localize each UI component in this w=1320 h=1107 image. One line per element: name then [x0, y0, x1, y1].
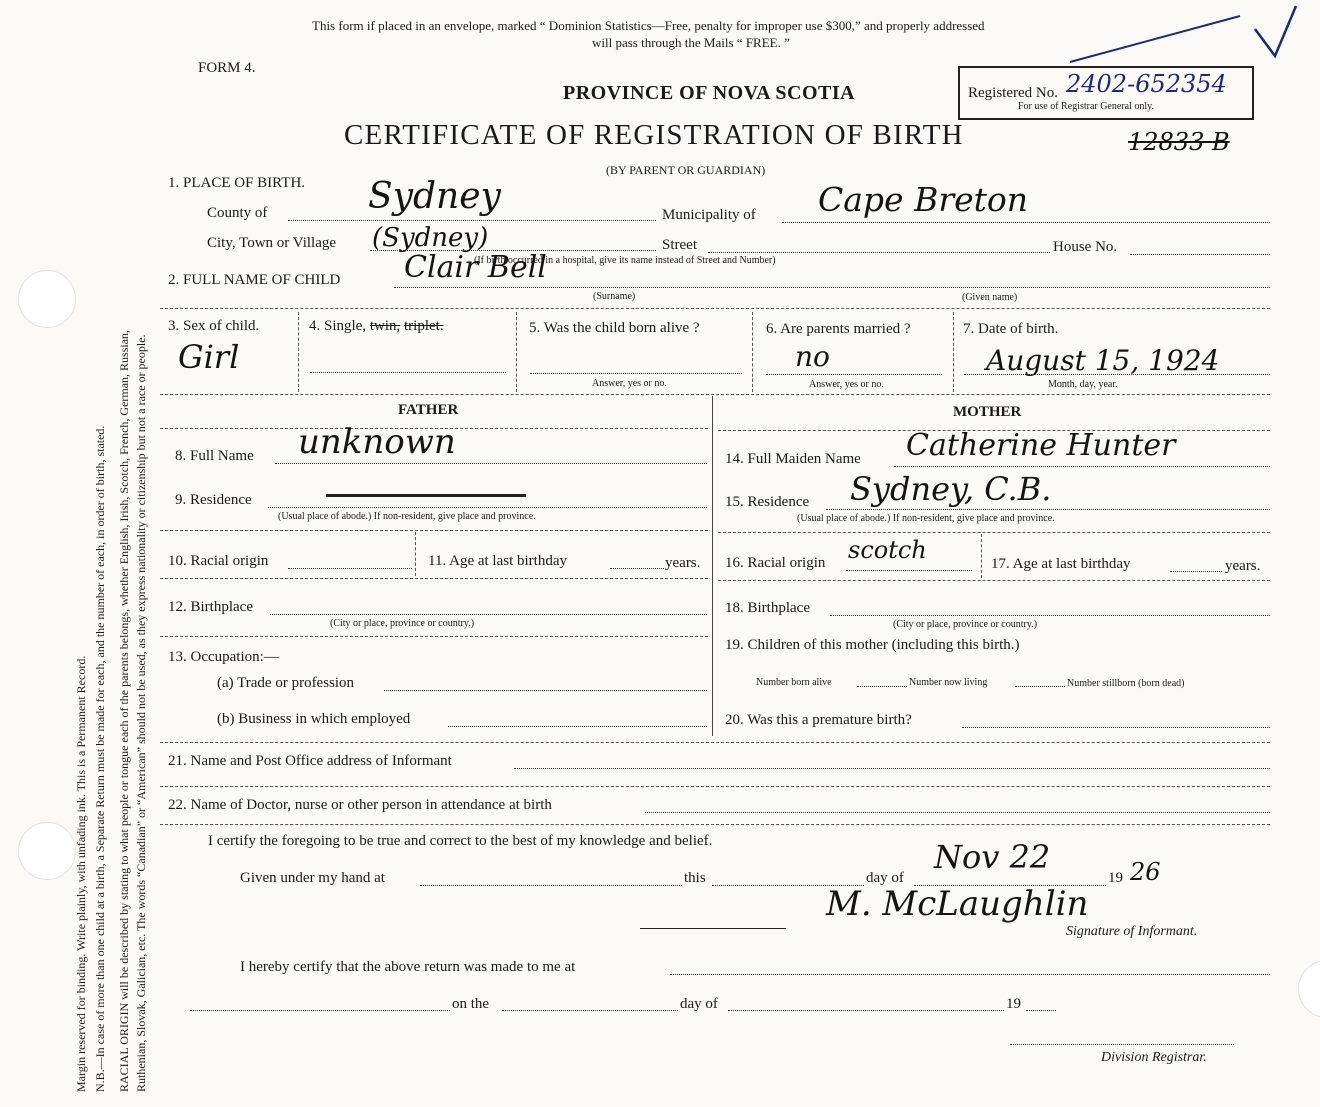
father-business-label: (b) Business in which employed — [217, 711, 411, 727]
day-of-label-2: day of — [680, 996, 718, 1012]
sex-label: 3. Sex of child. — [168, 318, 260, 334]
single-option: 4. Single, — [309, 318, 367, 334]
father-name-value: unknown — [298, 422, 456, 462]
father-age-label: 11. Age at last birthday — [428, 553, 567, 569]
mother-birthplace-label: 18. Birthplace — [725, 600, 810, 616]
born-alive-label: 5. Was the child born alive ? — [529, 320, 700, 336]
mother-residence-value: Sydney, C.B. — [850, 470, 1052, 508]
father-racial-label: 10. Racial origin — [168, 553, 269, 569]
city-value: (Sydney) — [372, 223, 489, 253]
mother-racial-value: scotch — [848, 536, 927, 564]
place-heading: 1. PLACE OF BIRTH. — [168, 175, 306, 191]
father-residence-note: (Usual place of abode.) If non-resident, give place and province. — [278, 511, 536, 522]
father-occupation-label: 13. Occupation:— — [168, 649, 279, 665]
signature-line-short — [640, 928, 786, 929]
year-value: 26 — [1130, 858, 1161, 886]
number-born-alive: Number born alive — [756, 677, 832, 688]
mother-residence-label: 15. Residence — [725, 494, 810, 510]
registered-label: Registered No. — [968, 85, 1058, 101]
father-heading: FATHER — [398, 402, 459, 418]
county-value: Sydney — [368, 176, 501, 217]
married-label: 6. Are parents married ? — [766, 321, 911, 337]
given-under-label: Given under my hand at — [240, 870, 385, 886]
single-label — [309, 318, 444, 335]
father-birthplace-label: 12. Birthplace — [168, 599, 253, 615]
binding-hole-top — [18, 270, 76, 328]
year-prefix-2: 19 — [1006, 996, 1021, 1012]
father-residence-dash — [326, 494, 526, 497]
informant-label: 21. Name and Post Office address of Informant — [168, 753, 452, 769]
mother-age-label: 17. Age at last birthday — [991, 556, 1131, 572]
mother-name-value: Catherine Hunter — [906, 428, 1176, 463]
certify-date-value: Nov 22 — [934, 838, 1051, 876]
father-trade-label: (a) Trade or profession — [217, 675, 355, 691]
number-now-living: Number now living — [909, 677, 988, 688]
city-label: City, Town or Village — [207, 235, 337, 251]
on-the-label: on the — [452, 996, 490, 1012]
registered-number: 2402-652354 — [1066, 70, 1227, 98]
notice-line-2: will pass through the Mails “ FREE. ” — [592, 35, 790, 50]
side-note-3: RACIAL ORIGIN will be described by stating to what people or tongue each of the parents belongs, whether English, Irish, Scotch, French, German, Russian, — [117, 329, 131, 1092]
premature-label: 20. Was this a premature birth? — [725, 712, 912, 728]
county-label: County of — [207, 205, 268, 221]
child-name-value: Clair Bell — [404, 250, 547, 285]
side-note-2: N.B.—In case of more than one child at a birth, a Separate Return must be made for each, and the number of each, in order of birth, stated. — [93, 425, 107, 1092]
mother-years: years. — [1225, 558, 1261, 574]
binding-hole-right — [1298, 960, 1320, 1018]
mother-racial-label: 16. Racial origin — [725, 555, 826, 571]
married-note: Answer, yes or no. — [809, 379, 884, 390]
number-stillborn: Number stillborn (born dead) — [1067, 678, 1185, 689]
mother-residence-note: (Usual place of abode.) If non-resident, give place and province. — [797, 513, 1055, 524]
born-alive-note: Answer, yes or no. — [592, 378, 667, 389]
father-name-label: 8. Full Name — [175, 448, 254, 464]
children-label: 19. Children of this mother (including this birth.) — [725, 637, 1020, 653]
given-name-note: (Given name) — [962, 292, 1018, 303]
municipality-label: Municipality of — [662, 207, 756, 223]
form-number: FORM 4. — [198, 60, 256, 76]
signature-label: Signature of Informant. — [1066, 924, 1198, 939]
date-of-birth-value: August 15, 1924 — [986, 344, 1220, 377]
date-of-birth-label: 7. Date of birth. — [963, 321, 1059, 337]
registered-note: For use of Registrar General only. — [1018, 101, 1154, 112]
binding-hole-bottom — [18, 822, 76, 880]
page-subtitle: (BY PARENT OR GUARDIAN) — [606, 163, 766, 177]
house-label: House No. — [1053, 239, 1118, 255]
father-birthplace-note: (City or place, province or country.) — [330, 618, 475, 629]
doctor-label: 22. Name of Doctor, nurse or other person in attendance at birth — [168, 797, 552, 813]
twin-option: twin, — [369, 318, 401, 334]
side-note-1: Margin reserved for binding. Write plainly, with unfading ink. This is a Permanent Record. — [74, 655, 88, 1092]
certify-statement: I certify the foregoing to be true and correct to the best of my knowledge and belief. — [208, 833, 713, 849]
municipality-value: Cape Breton — [818, 180, 1029, 219]
mother-heading: MOTHER — [953, 404, 1022, 420]
child-name-label: 2. FULL NAME OF CHILD — [168, 272, 341, 288]
this-label: this — [684, 870, 706, 886]
registrar-statement: I hereby certify that the above return was made to me at — [240, 959, 576, 975]
married-value: no — [795, 340, 830, 373]
street-label: Street — [662, 237, 697, 253]
notice-line-1: This form if placed in an envelope, marked “ Dominion Statistics—Free, penalty for improper use $300,” and properly addressed — [312, 18, 985, 33]
page-title: CERTIFICATE OF REGISTRATION OF BIRTH — [344, 119, 964, 151]
side-note-4: Ruthenian, Slovak, Galician, etc. The words “Canadian” or “American” should not be used, as they express nationality or citizenship but not a race or people. — [134, 334, 148, 1092]
father-years: years. — [665, 555, 701, 571]
hospital-note: (If birth occurred in a hospital, give its name instead of Street and Number) — [474, 255, 776, 266]
mother-birthplace-note: (City or place, province or country.) — [893, 619, 1038, 630]
check-mark-icon — [1060, 4, 1300, 74]
registrar-label: Division Registrar. — [1101, 1050, 1207, 1065]
surname-note: (Surname) — [593, 291, 636, 302]
signature-value: M. McLaughlin — [826, 884, 1089, 924]
mother-name-label: 14. Full Maiden Name — [725, 451, 861, 467]
year-prefix: 19 — [1108, 870, 1123, 886]
triplet-option: triplet. — [404, 318, 444, 334]
father-residence-label: 9. Residence — [175, 492, 252, 508]
sex-value: Girl — [178, 338, 240, 376]
date-of-birth-note: Month, day, year. — [1048, 379, 1118, 390]
province-heading: PROVINCE OF NOVA SCOTIA — [563, 82, 856, 104]
day-of-label: day of — [866, 870, 904, 886]
registered-side-number: 12833 B — [1128, 128, 1230, 156]
